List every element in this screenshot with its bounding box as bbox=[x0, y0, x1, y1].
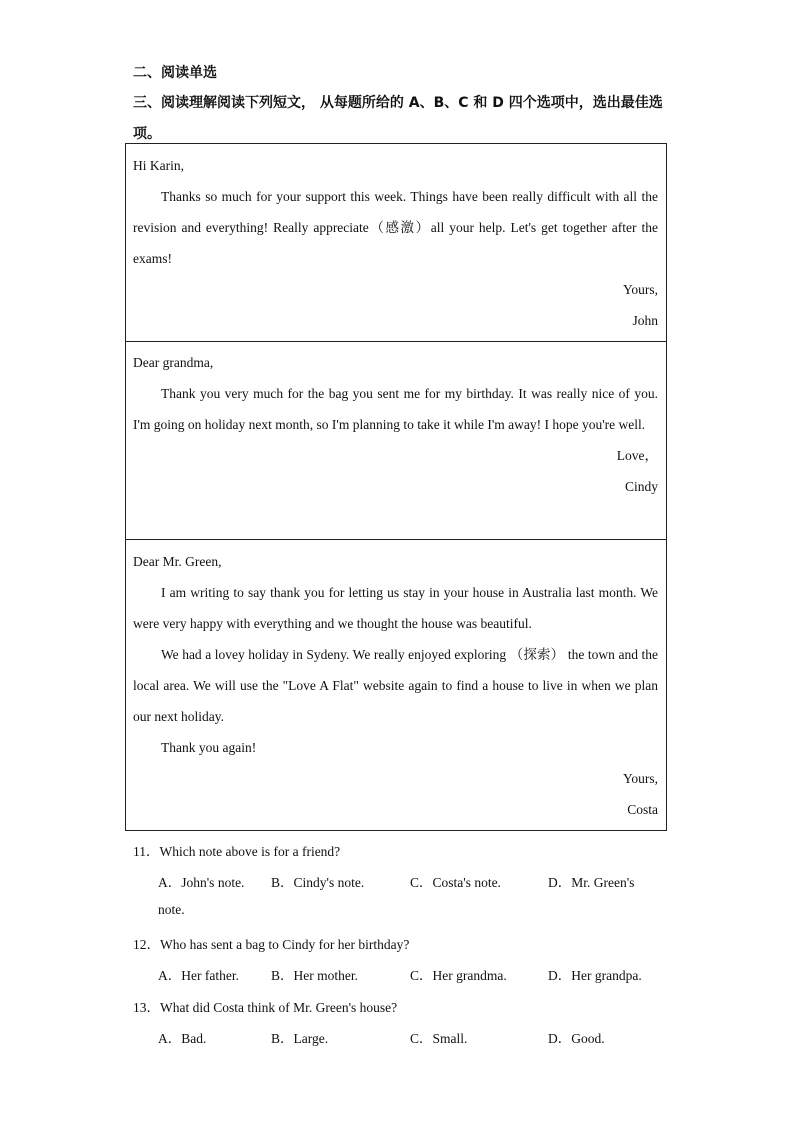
option-a[interactable]: A．Bad. bbox=[158, 1031, 207, 1046]
note-signature: John bbox=[632, 313, 658, 328]
section-title: 二、阅读单选 bbox=[133, 65, 217, 81]
question-12-stem: 12．Who has sent a bag to Cindy for her birthday? bbox=[133, 937, 410, 952]
option-a[interactable]: A．John's note. bbox=[158, 875, 245, 890]
note-john bbox=[125, 143, 667, 342]
option-c[interactable]: C．Her grandma. bbox=[410, 968, 507, 983]
note-greeting: Dear Mr. Green, bbox=[133, 554, 222, 569]
question-13-options bbox=[158, 1027, 668, 1058]
note-paragraph: We had a lovey holiday in Sydeny. We really enjoyed exploring （探索） the town and the local area. We will use the "Love A Flat" website again to find a house to live in when we plan our next holiday. bbox=[133, 647, 658, 724]
option-d[interactable]: D．Mr. Green's bbox=[548, 875, 635, 890]
note-costa bbox=[125, 540, 667, 831]
note-paragraph: Thanks so much for your support this week. Things have been really difficult with all the revision and everything! Really appreciate（感激）all your help. Let's get together after the exams! bbox=[133, 189, 658, 266]
note-closing: Yours, bbox=[622, 282, 658, 297]
option-d-continued: note. bbox=[158, 902, 185, 917]
option-b[interactable]: B．Cindy's note. bbox=[271, 875, 365, 890]
instructions: 三、阅读理解阅读下列短文， 从每题所给的 A、B、C 和 D 四个选项中，选出最佳选项。 bbox=[133, 95, 663, 142]
note-paragraph: Thank you very much for the bag you sent me for my birthday. It was really nice of you. I'm going on holiday next month, so I'm planning to take it while I'm away! I hope you're well. bbox=[133, 386, 658, 432]
note-signature: Costa bbox=[627, 802, 658, 817]
question-11-options bbox=[158, 871, 668, 902]
note-paragraph: I am writing to say thank you for letting us stay in your house in Australia last month. We were very happy with everything and we thought the house was beautiful. bbox=[133, 585, 658, 631]
option-c[interactable]: C．Small. bbox=[410, 1031, 468, 1046]
note-closing: Yours, bbox=[622, 771, 658, 786]
option-a[interactable]: A．Her father. bbox=[158, 968, 239, 983]
note-greeting: Hi Karin, bbox=[133, 158, 184, 173]
note-closing: Love， bbox=[616, 448, 658, 463]
option-d[interactable]: D．Good. bbox=[548, 1031, 605, 1046]
question-11-stem: 11．Which note above is for a friend? bbox=[133, 844, 341, 859]
note-cindy bbox=[125, 341, 667, 540]
option-d[interactable]: D．Her grandpa. bbox=[548, 968, 642, 983]
question-13-stem: 13．What did Costa think of Mr. Green's house? bbox=[133, 1000, 398, 1015]
question-12-options bbox=[158, 964, 668, 995]
option-b[interactable]: B．Her mother. bbox=[271, 968, 358, 983]
option-c[interactable]: C．Costa's note. bbox=[410, 875, 501, 890]
note-paragraph: Thank you again! bbox=[161, 740, 257, 755]
note-signature: Cindy bbox=[624, 479, 658, 494]
note-greeting: Dear grandma, bbox=[133, 355, 214, 370]
option-b[interactable]: B．Large. bbox=[271, 1031, 329, 1046]
